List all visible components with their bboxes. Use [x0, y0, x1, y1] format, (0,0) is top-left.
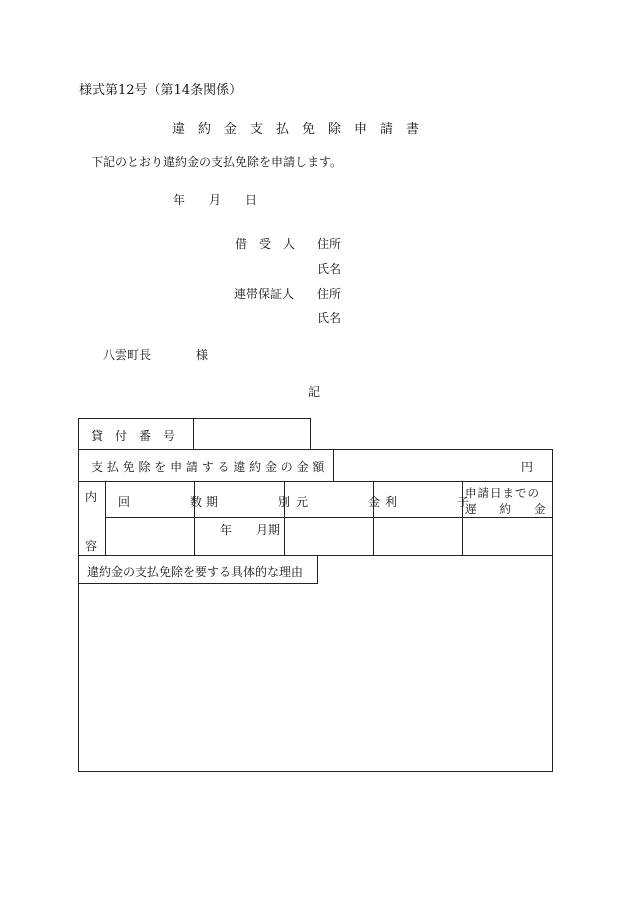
intro-text: 下記のとおり違約金の支払免除を申請します。 [91, 155, 343, 169]
guarantor-address-label: 住所 [317, 287, 342, 301]
borrower-name-label: 氏名 [317, 262, 342, 276]
page-title: 違 約 金 支 払 免 除 申 請 書 [172, 122, 420, 137]
col-rishi: 利 子 [385, 495, 470, 509]
naiyou-bottom: 容 [85, 539, 98, 553]
yen-unit: 円 [521, 460, 534, 474]
chien-value[interactable] [463, 518, 552, 555]
table-line [78, 555, 553, 556]
table-line [552, 449, 553, 772]
amount-label: 支 払 免 除 を 申 請 す る 違 約 金 の 金 額 [91, 460, 325, 474]
reason-textarea[interactable] [79, 584, 552, 771]
table-line [310, 418, 311, 449]
kibetsu-value: 年 月期 [220, 523, 281, 537]
col-kaisu: 回 数 [118, 495, 203, 509]
addressee-honorific: 様 [196, 348, 209, 362]
col-chien-line2: 遅 約 金 [465, 502, 546, 516]
reason-label: 違約金の支払免除を要する具体的な理由 [87, 565, 304, 579]
col-kibetsu: 期 別 [206, 495, 291, 509]
naiyou-top: 内 [85, 490, 98, 504]
amount-value[interactable] [334, 450, 514, 481]
date-line: 年 月 日 [173, 193, 258, 207]
guarantor-label: 連帯保証人 [234, 287, 295, 301]
form-number: 様式第12号（第14条関係） [79, 83, 243, 98]
rishi-value[interactable] [374, 518, 462, 555]
col-gankin: 元 金 [296, 495, 381, 509]
table-line [78, 481, 553, 482]
addressee-name: 八雲町長 [103, 348, 152, 362]
loan-number-value[interactable] [194, 419, 310, 449]
gankin-value[interactable] [285, 518, 373, 555]
table-line [78, 771, 553, 772]
col-chien-line1: 申請日までの [465, 486, 540, 500]
borrower-address-label: 住所 [317, 237, 342, 251]
guarantor-name-label: 氏名 [317, 311, 342, 325]
table-line [317, 556, 318, 584]
ki-label: 記 [308, 385, 321, 399]
loan-number-label: 貸 付 番 号 [91, 429, 176, 443]
kaisu-value[interactable] [106, 518, 194, 555]
borrower-label: 借 受 人 [235, 237, 296, 251]
